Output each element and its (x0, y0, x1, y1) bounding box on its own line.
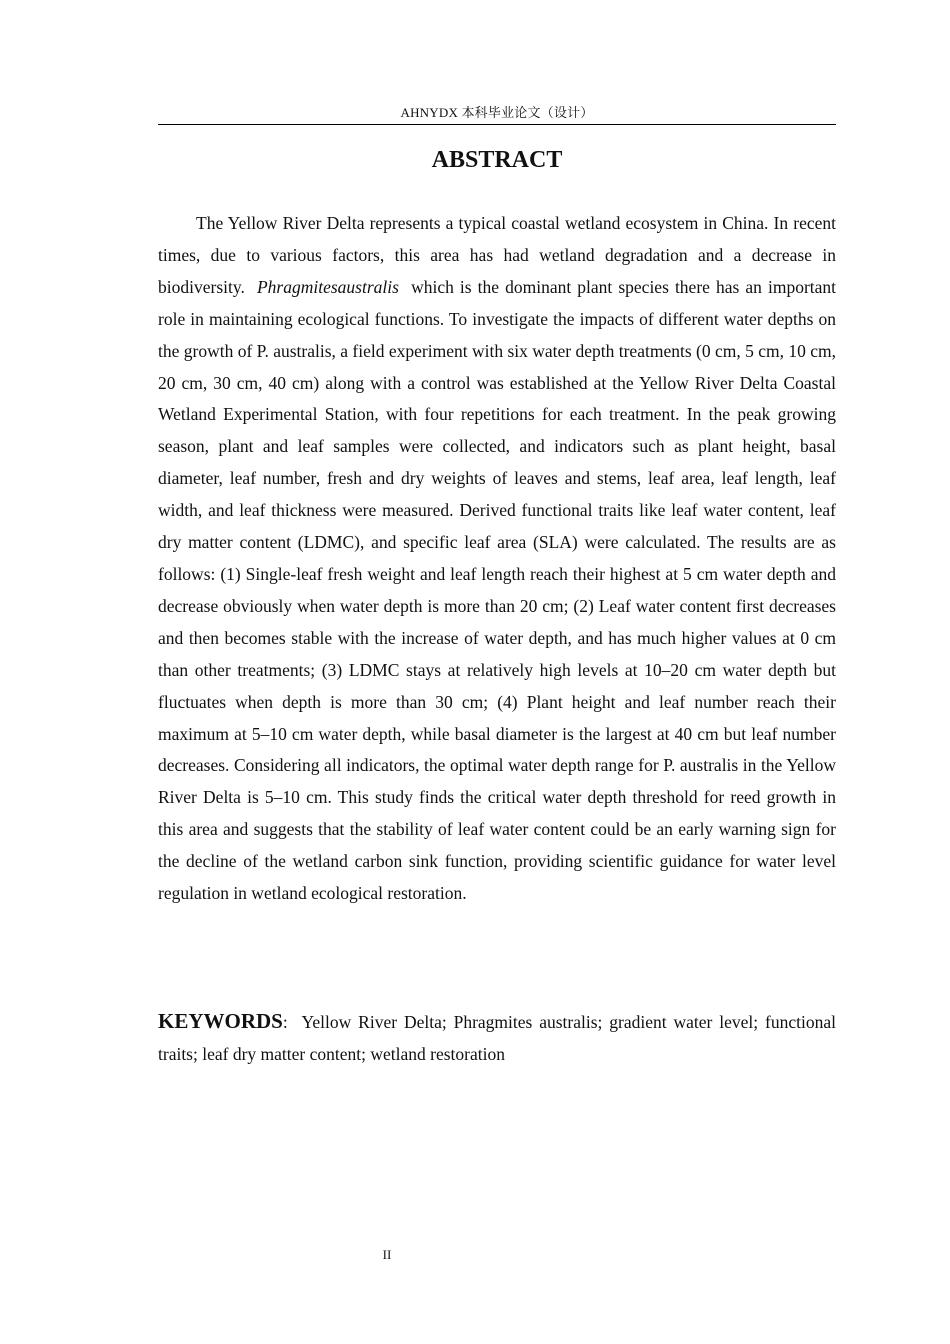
page-number: II (382, 1247, 392, 1262)
page-header-text: AHNYDX 本科毕业论文（设计） (400, 105, 594, 120)
keywords-text: Yellow River Delta; Phragmites australis; gradient water level; functional traits; leaf dry matter content; wetland restoration (158, 1012, 836, 1064)
keywords-section (158, 1005, 836, 1070)
abstract-text-part-1: The Yellow River Delta represents a typical coastal wetland ecosystem in China. In recent times, due to various factors, this area has had wetland degradation and a decrease in biodiversity. (158, 213, 836, 297)
species-name: Phragmitesaustralis (256, 276, 399, 297)
keywords-separator: : (282, 1012, 288, 1032)
keywords-label: KEYWORDS (158, 1009, 283, 1033)
abstract-text-part-2: which is the dominant plant species there has an important role in maintaining ecological functions. To investigate the impacts of different water depths on the growth of P. australis, a field experiment with six water depth treatments (0 cm, 5 cm, 10 cm, 20 cm, 30 cm, 40 cm) along with a control was established at the Yellow River Delta Coastal Wetland Experimental Station, with four repetitions for each treatment. In the peak growing season, plant and leaf samples were collected, and indicators such as plant height, basal diameter, leaf number, fresh and dry weights of leaves and stems, leaf area, leaf length, leaf width, and leaf thickness were measured. Derived functional traits like leaf water content, leaf dry matter content (LDMC), and specific leaf area (SLA) were calculated. The results are as follows: (1) Single-leaf fresh weight and leaf length reach their highest at 5 cm water depth and decrease obviously when water depth is more than 20 cm; (2) Leaf water content first decreases and then becomes stable with the increase of water depth, and has much higher values at 0 cm than other treatments; (3) LDMC stays at relatively high levels at 10–20 cm water depth but fluctuates when depth is more than 30 cm; (4) Plant height and leaf number reach their maximum at 5–10 cm water depth, while basal diameter is the largest at 40 cm but leaf number decreases. Considering all indicators, the optimal water depth range for P. australis in the Yellow River Delta is 5–10 cm. This study finds the critical water depth threshold for reed growth in this area and suggests that the stability of leaf water content could be an early warning sign for the decline of the wetland carbon sink function, providing scientific guidance for water level regulation in wetland ecological restoration. (158, 276, 837, 904)
abstract-title: ABSTRACT (431, 147, 563, 173)
page-header (158, 104, 836, 125)
abstract-body (158, 208, 836, 910)
